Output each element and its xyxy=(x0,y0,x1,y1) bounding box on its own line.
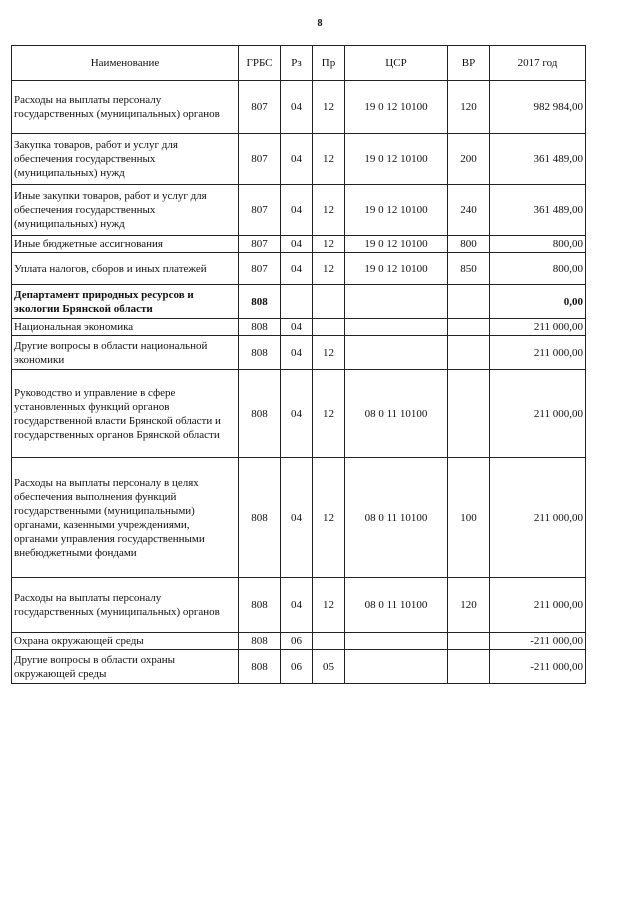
row-csr: 19 0 12 10100 xyxy=(345,81,448,134)
row-pr xyxy=(313,285,345,319)
row-vr xyxy=(448,319,490,336)
row-amount: 211 000,00 xyxy=(490,319,586,336)
row-csr: 19 0 12 10100 xyxy=(345,185,448,236)
table-row xyxy=(12,185,586,236)
table-row xyxy=(12,578,586,633)
row-vr xyxy=(448,336,490,370)
row-grbs: 808 xyxy=(239,578,281,633)
row-grbs: 808 xyxy=(239,285,281,319)
row-amount: 0,00 xyxy=(490,285,586,319)
row-csr: 19 0 12 10100 xyxy=(345,236,448,253)
row-name: Другие вопросы в области национальной экономики xyxy=(12,336,239,370)
row-csr xyxy=(345,633,448,650)
row-vr: 800 xyxy=(448,236,490,253)
row-grbs: 807 xyxy=(239,236,281,253)
header-pr: Пр xyxy=(313,46,345,81)
row-csr xyxy=(345,319,448,336)
row-name: Департамент природных ресурсов и экологии Брянской области xyxy=(12,285,239,319)
row-csr: 08 0 11 10100 xyxy=(345,578,448,633)
row-csr xyxy=(345,285,448,319)
header-csr: ЦСР xyxy=(345,46,448,81)
row-pr: 12 xyxy=(313,81,345,134)
row-rz: 04 xyxy=(281,370,313,458)
row-grbs: 808 xyxy=(239,370,281,458)
row-vr: 120 xyxy=(448,81,490,134)
row-name: Охрана окружающей среды xyxy=(12,633,239,650)
row-name: Иные бюджетные ассигнования xyxy=(12,236,239,253)
row-csr xyxy=(345,336,448,370)
row-rz: 04 xyxy=(281,236,313,253)
row-vr xyxy=(448,370,490,458)
row-pr: 12 xyxy=(313,336,345,370)
row-rz: 04 xyxy=(281,578,313,633)
row-amount: 211 000,00 xyxy=(490,458,586,578)
table-row xyxy=(12,236,586,253)
row-grbs: 807 xyxy=(239,134,281,185)
row-amount: 800,00 xyxy=(490,253,586,285)
row-csr: 19 0 12 10100 xyxy=(345,134,448,185)
row-csr: 08 0 11 10100 xyxy=(345,370,448,458)
row-name: Национальная экономика xyxy=(12,319,239,336)
row-rz: 04 xyxy=(281,253,313,285)
row-rz: 04 xyxy=(281,336,313,370)
row-rz: 06 xyxy=(281,650,313,684)
row-name: Уплата налогов, сборов и иных платежей xyxy=(12,253,239,285)
table-row xyxy=(12,285,586,319)
row-amount: 982 984,00 xyxy=(490,81,586,134)
row-vr: 240 xyxy=(448,185,490,236)
row-pr: 12 xyxy=(313,236,345,253)
row-pr: 12 xyxy=(313,185,345,236)
row-rz: 04 xyxy=(281,185,313,236)
row-amount: 211 000,00 xyxy=(490,336,586,370)
table-row xyxy=(12,336,586,370)
table-row xyxy=(12,633,586,650)
row-csr: 08 0 11 10100 xyxy=(345,458,448,578)
row-amount: 800,00 xyxy=(490,236,586,253)
table-row xyxy=(12,253,586,285)
row-grbs: 808 xyxy=(239,319,281,336)
row-pr: 12 xyxy=(313,134,345,185)
row-rz: 04 xyxy=(281,134,313,185)
row-vr xyxy=(448,650,490,684)
row-rz: 04 xyxy=(281,319,313,336)
row-amount: -211 000,00 xyxy=(490,650,586,684)
row-vr xyxy=(448,285,490,319)
row-amount: -211 000,00 xyxy=(490,633,586,650)
table-row xyxy=(12,319,586,336)
row-name: Закупка товаров, работ и услуг для обеспечения государственных (муниципальных) нужд xyxy=(12,134,239,185)
row-name: Расходы на выплаты персоналу государственных (муниципальных) органов xyxy=(12,578,239,633)
row-csr: 19 0 12 10100 xyxy=(345,253,448,285)
row-amount: 361 489,00 xyxy=(490,134,586,185)
row-pr xyxy=(313,319,345,336)
row-rz xyxy=(281,285,313,319)
row-grbs: 808 xyxy=(239,633,281,650)
row-grbs: 807 xyxy=(239,81,281,134)
header-rz: Рз xyxy=(281,46,313,81)
header-year: 2017 год xyxy=(490,46,586,81)
row-vr: 100 xyxy=(448,458,490,578)
row-grbs: 808 xyxy=(239,336,281,370)
row-grbs: 807 xyxy=(239,185,281,236)
row-name: Расходы на выплаты персоналу государственных (муниципальных) органов xyxy=(12,81,239,134)
row-name: Другие вопросы в области охраны окружающей среды xyxy=(12,650,239,684)
header-row xyxy=(12,46,586,81)
row-amount: 211 000,00 xyxy=(490,370,586,458)
row-vr xyxy=(448,633,490,650)
row-rz: 04 xyxy=(281,81,313,134)
row-vr: 850 xyxy=(448,253,490,285)
row-amount: 361 489,00 xyxy=(490,185,586,236)
table-row xyxy=(12,370,586,458)
row-pr: 12 xyxy=(313,370,345,458)
row-amount: 211 000,00 xyxy=(490,578,586,633)
row-pr: 12 xyxy=(313,458,345,578)
row-vr: 120 xyxy=(448,578,490,633)
row-grbs: 808 xyxy=(239,458,281,578)
table-row xyxy=(12,81,586,134)
header-name: Наименование xyxy=(12,46,239,81)
page-number: 8 xyxy=(317,18,323,29)
row-name: Иные закупки товаров, работ и услуг для обеспечения государственных (муниципальных) нужд xyxy=(12,185,239,236)
row-name: Расходы на выплаты персоналу в целях обеспечения выполнения функций государственными (муниципальными) органами, казенными учреждениями, органами управления государственными внебюджетными фондами xyxy=(12,458,239,578)
row-pr: 12 xyxy=(313,253,345,285)
budget-table xyxy=(11,45,586,684)
header-vr: ВР xyxy=(448,46,490,81)
row-pr: 05 xyxy=(313,650,345,684)
row-grbs: 808 xyxy=(239,650,281,684)
row-rz: 04 xyxy=(281,458,313,578)
row-name: Руководство и управление в сфере установленных функций органов государственной власти Брянской области и государственных органов Брянской области xyxy=(12,370,239,458)
row-grbs: 807 xyxy=(239,253,281,285)
row-rz: 06 xyxy=(281,633,313,650)
table-row xyxy=(12,650,586,684)
table-row xyxy=(12,458,586,578)
row-pr: 12 xyxy=(313,578,345,633)
row-vr: 200 xyxy=(448,134,490,185)
row-csr xyxy=(345,650,448,684)
row-pr xyxy=(313,633,345,650)
table-row xyxy=(12,134,586,185)
header-grbs: ГРБС xyxy=(239,46,281,81)
